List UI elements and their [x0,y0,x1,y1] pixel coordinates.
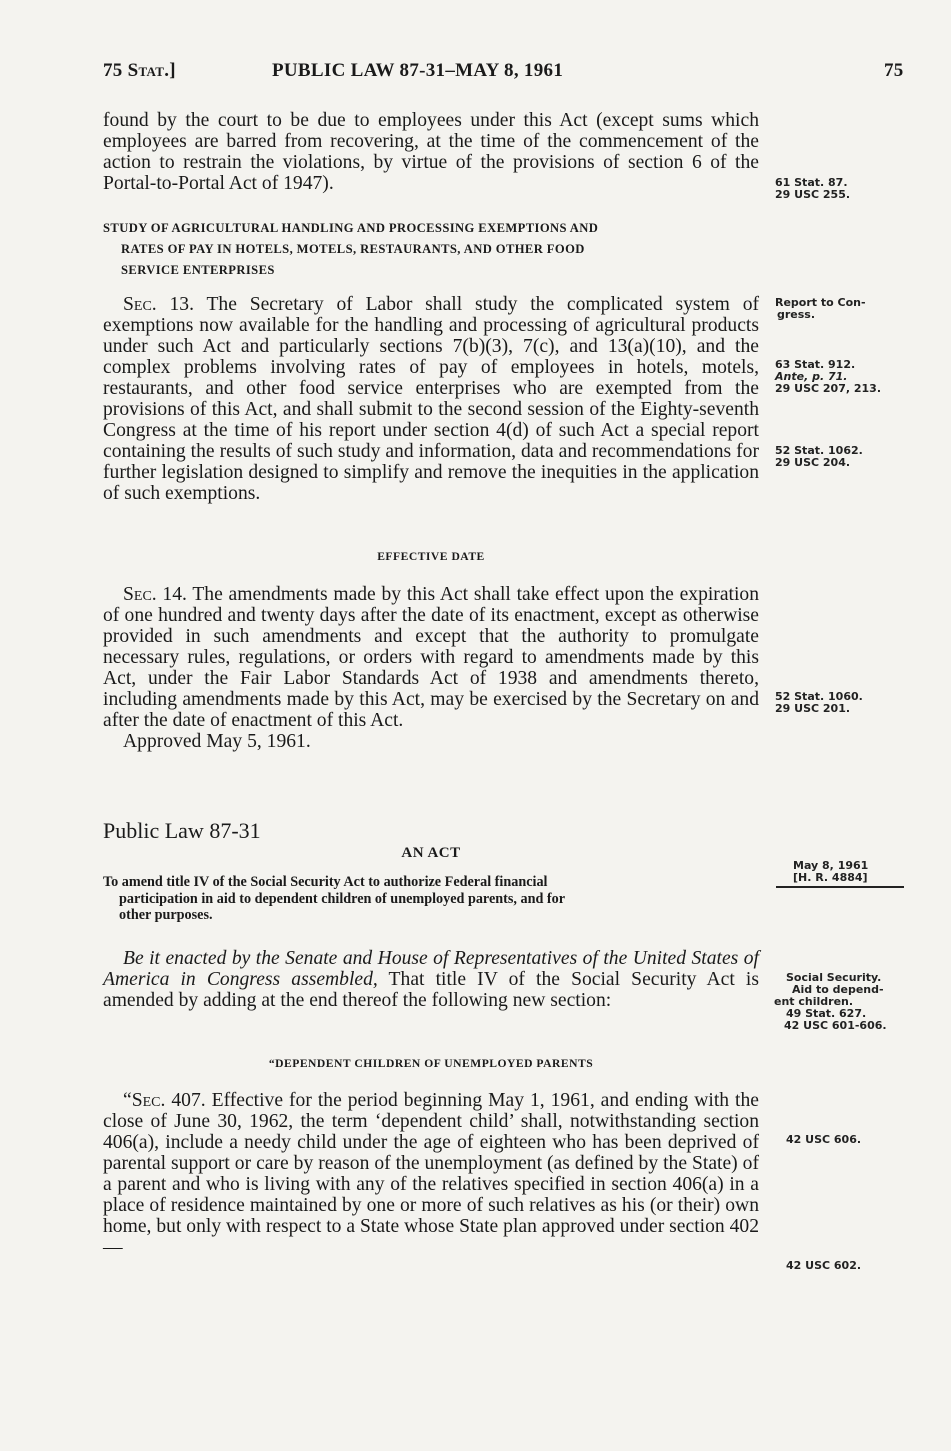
summary-line1: To amend title IV of the Social Security Act to authorize Federal financial [103,874,548,890]
continued-paragraph [103,110,759,194]
section-13-text: The Secretary of Labor shall study the complicated system of exemptions now available for the handling and processing of agricultural products under such Act and particularly sections 7(b)(3), 7(c), and 13(a)(10), and the complex problems involving rates of pay of employees in hotels, motels, restaurants, and other food service enterprises who are exempted from the provisions of this Act, and shall submit to the second session of the Eighty-seventh Congress at the time of his report under section 4(d) of such Act a special report containing the results of such study and information, data and recommendations for further legislation designed to simplify and remove the inequities in the application of such exemptions. [103,294,760,504]
act-summary [103,874,759,924]
margin-note-42-usc-606: 42 USC 606. [786,1133,862,1146]
section-13 [103,294,759,504]
margin-note-42-usc-602: 42 USC 602. [786,1259,862,1272]
an-act-heading: AN ACT [401,845,461,861]
margin-note-portal-act: 61 Stat. 87. 29 USC 255. [775,176,851,201]
margin-note-report: Report to Con- gress. [775,296,866,321]
section-13-label: Sec. 13. [123,294,194,315]
header-title: PUBLIC LAW 87-31–MAY 8, 1961 [272,60,564,81]
continued-paragraph-text: found by the court to be due to employees under this Act (except sums which employees are barred from recovering, at the time of the commencement of the action to restrain the violations, by virtue of the provisions of section 6 of the Portal-to-Portal Act of 1947). [103,110,759,194]
dependent-children-heading: “DEPENDENT CHILDREN OF UNEMPLOYED PARENTS [268,1057,594,1070]
enacting-clause [103,948,759,1011]
section-14 [103,584,759,752]
section-407-text: Effective for the period beginning May 1, 1961, and ending with the close of June 30, 1962, the term ‘dependent child’ shall, notwithstanding section 406(a), include a needy child under the age of eighteen who has been deprived of parental support or care by reason of the unemployment (as defined by the State) of a parent and who is living with any of the relatives specified in section 406(a) in a place of residence maintained by one or more of such relatives as his (or their) own home, but only with respect to a State whose State plan approved under section 402— [103,1090,759,1258]
study-heading [103,218,759,281]
section-14-text: The amendments made by this Act shall take effect upon the expiration of one hundred and twenty days after the date of its enactment, except as otherwise provided in such amendments and except that the authority to promulgate necessary rules, regulations, or orders with regard to amendments made by this Act, under the Fair Labor Standards Act of 1938 and amendments thereto, including amendments made by this Act, may be exercised by the Secretary on and after the date of enactment of this Act. [103,584,760,731]
section-407 [103,1090,759,1258]
margin-note-date-bill: May 8, 1961 [H. R. 4884] [793,859,869,884]
law-title: Public Law 87-31 [103,818,261,843]
page-number: 75 [884,60,904,81]
margin-note-social-security: Social Security. Aid to depend- ent children. 49 Stat. 627. 42 USC 601-606. [774,971,887,1032]
study-heading-line1: STUDY OF AGRICULTURAL HANDLING AND PROCESSING EXEMPTIONS AND [103,221,599,235]
approved-date: Approved May 5, 1961. [123,731,311,752]
summary-line2: participation in aid to dependent children of unemployed parents, and for [119,890,566,907]
margin-rule [776,886,904,888]
effective-date-heading: EFFECTIVE DATE [377,550,485,563]
margin-note-flsa: 52 Stat. 1060. 29 USC 201. [775,690,863,715]
section-14-label: Sec. 14. [123,584,187,605]
study-heading-line2: RATES OF PAY IN HOTELS, MOTELS, RESTAURANTS, AND OTHER FOOD [121,242,585,256]
enacting-clause-italic: Be it enacted by the Senate and House of Representatives of the United States of America in Congress assembled, [103,948,759,990]
enacting-clause-text: That title IV of the Social Security Act is amended by adding at the end thereof the following new section: [103,969,759,1011]
summary-line3: other purposes. [119,907,213,923]
header-volume: 75 Stat.] [103,60,176,81]
study-heading-line3: SERVICE ENTERPRISES [121,263,275,277]
section-407-label: “Sec. 407. [123,1090,206,1111]
margin-note-exemptions: 63 Stat. 912. Ante, p. 71. 29 USC 207, 213. [775,358,882,395]
margin-note-section-4d: 52 Stat. 1062. 29 USC 204. [775,444,863,469]
